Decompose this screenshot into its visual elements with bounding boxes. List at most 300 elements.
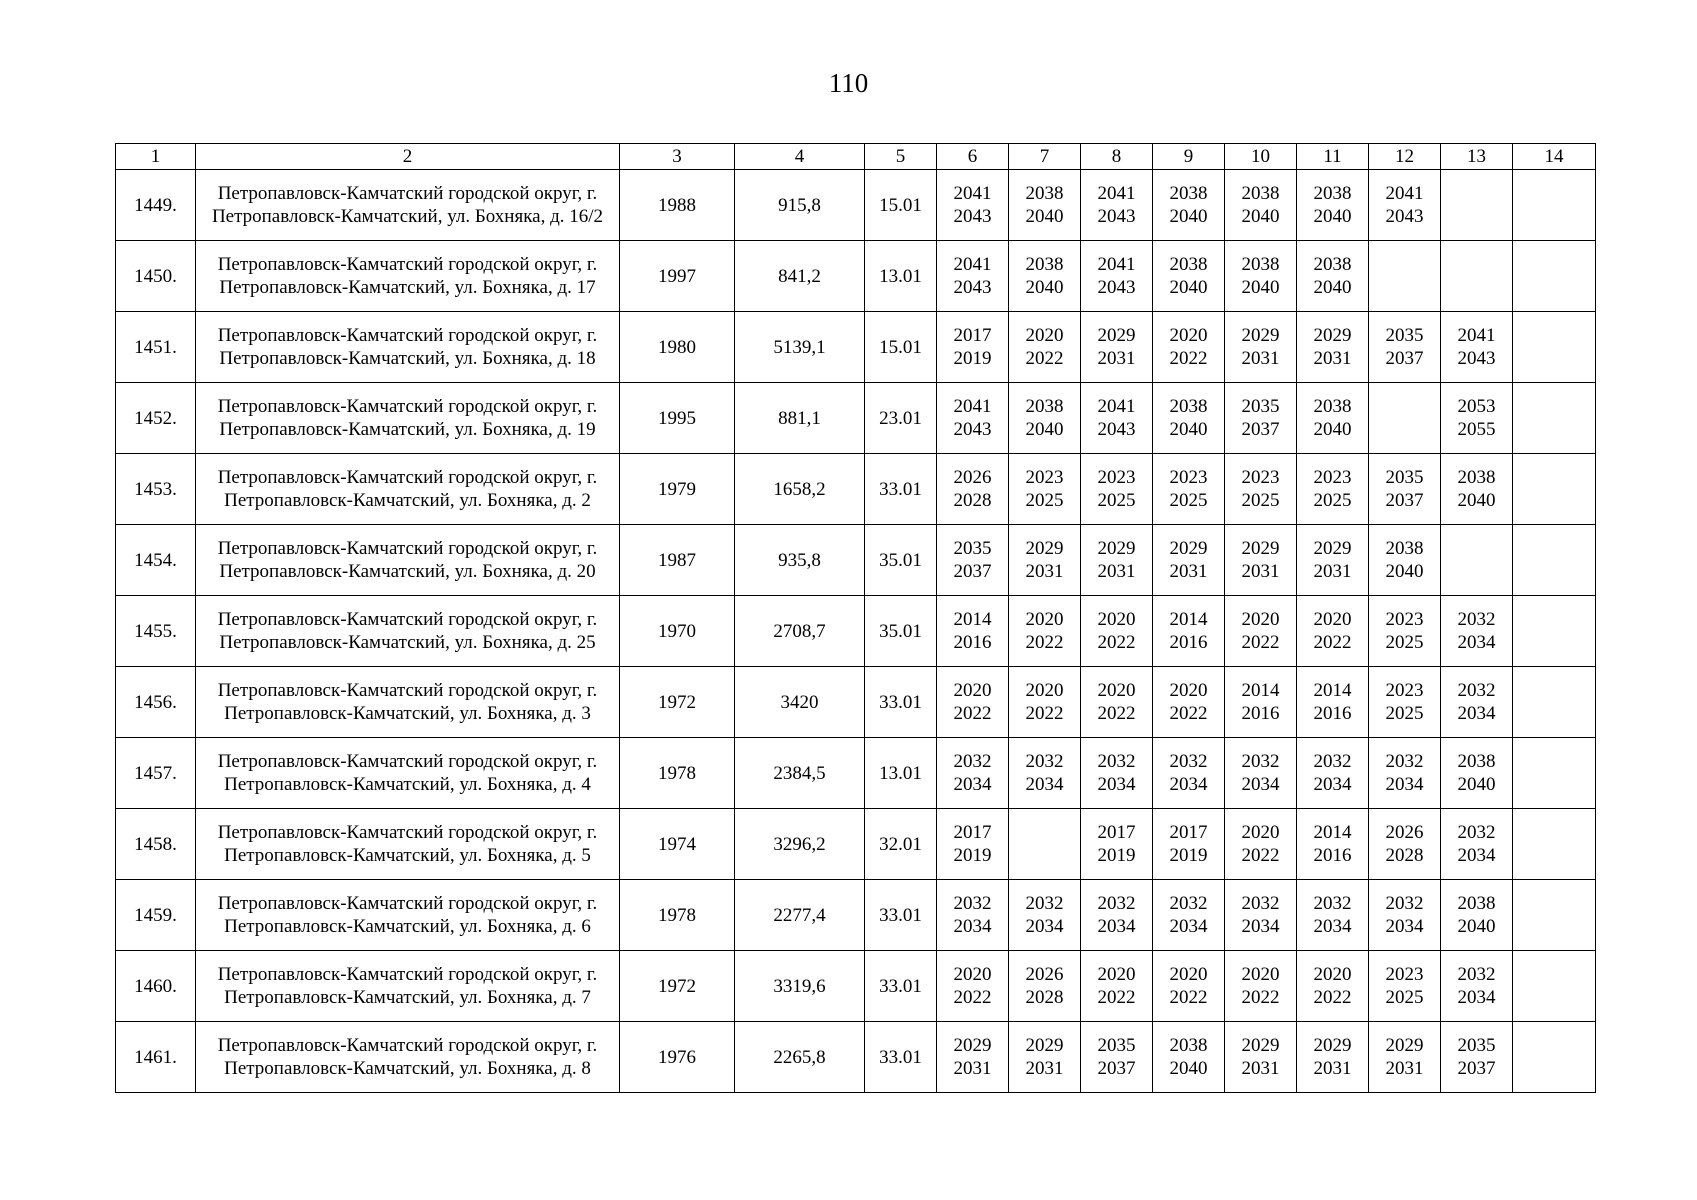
period-end: 2040: [1313, 419, 1352, 440]
period-end: 2034: [1169, 916, 1208, 937]
period-start: 2020: [1025, 680, 1064, 701]
period-end: 2043: [1097, 277, 1136, 298]
period-end: 2031: [1169, 561, 1208, 582]
period-cell-col-8: [1081, 312, 1153, 383]
period-end: 2040: [1169, 419, 1208, 440]
period-cell-col-7: [1009, 596, 1081, 667]
code-cell: 13.01: [865, 738, 937, 809]
area-cell: 1658,2: [735, 454, 865, 525]
period-end: 2022: [1025, 348, 1064, 369]
code-cell: 15.01: [865, 312, 937, 383]
year-cell: 1972: [620, 667, 735, 738]
period-cell-col-9: [1153, 241, 1225, 312]
period-start: 2026: [953, 467, 992, 488]
repair-schedule-table: [115, 143, 1596, 1093]
period-start: 2032: [1241, 751, 1280, 772]
year-cell: 1978: [620, 738, 735, 809]
period-cell-col-9: [1153, 383, 1225, 454]
period-cell-col-7: [1009, 312, 1081, 383]
period-cell-col-8: [1081, 170, 1153, 241]
period-end: 2034: [1313, 916, 1352, 937]
period-start: 2020: [1169, 964, 1208, 985]
year-cell: 1970: [620, 596, 735, 667]
period-start: 2035: [1457, 1035, 1496, 1056]
period-start: 2032: [1457, 964, 1496, 985]
column-header-2: 2: [196, 144, 620, 170]
address-cell: Петропавловск-Камчатский городской округ, г. Петропавловск-Камчатский, ул. Бохняка, д. 25: [196, 596, 620, 667]
period-end: 2043: [1457, 348, 1496, 369]
period-cell-col-11: [1297, 667, 1369, 738]
area-cell: 2384,5: [735, 738, 865, 809]
period-start: 2041: [1097, 254, 1136, 275]
column-header-12: 12: [1369, 144, 1441, 170]
table-row: [116, 667, 1596, 738]
period-end: 2022: [1025, 632, 1064, 653]
period-end: 2034: [1457, 703, 1496, 724]
period-start: 2029: [1025, 1035, 1064, 1056]
period-cell-col-10: [1225, 525, 1297, 596]
period-end: 2016: [1313, 845, 1352, 866]
period-end: 2022: [1241, 987, 1280, 1008]
code-cell: 35.01: [865, 596, 937, 667]
period-cell-col-8: [1081, 241, 1153, 312]
period-cell-col-6: [937, 667, 1009, 738]
period-end: 2040: [1025, 419, 1064, 440]
column-header-6: 6: [937, 144, 1009, 170]
area-cell: 841,2: [735, 241, 865, 312]
period-cell-col-12: [1369, 667, 1441, 738]
period-start: 2029: [1097, 538, 1136, 559]
address-cell: Петропавловск-Камчатский городской округ, г. Петропавловск-Камчатский, ул. Бохняка, д. 8: [196, 1022, 620, 1093]
period-cell-col-11: [1297, 241, 1369, 312]
code-cell: 33.01: [865, 454, 937, 525]
column-header-11: 11: [1297, 144, 1369, 170]
period-start: 2038: [1313, 183, 1352, 204]
period-start: 2041: [1457, 325, 1496, 346]
area-cell: 881,1: [735, 383, 865, 454]
period-cell-col-10: [1225, 738, 1297, 809]
period-end: 2040: [1385, 561, 1424, 582]
header-row: [116, 144, 1596, 170]
period-end: 2031: [1313, 1058, 1352, 1079]
period-end: 2025: [1241, 490, 1280, 511]
table-row: [116, 241, 1596, 312]
period-cell-col-12: [1369, 383, 1441, 454]
period-end: 2025: [1025, 490, 1064, 511]
period-start: 2014: [1169, 609, 1208, 630]
column-header-5: 5: [865, 144, 937, 170]
row-number-cell: 1454.: [116, 525, 196, 596]
period-end: 2037: [953, 561, 992, 582]
period-cell-col-12: [1369, 738, 1441, 809]
period-start: 2038: [1169, 254, 1208, 275]
column-header-4: 4: [735, 144, 865, 170]
period-cell-col-6: [937, 951, 1009, 1022]
period-start: 2032: [1169, 751, 1208, 772]
period-end: 2028: [953, 490, 992, 511]
code-cell: 23.01: [865, 383, 937, 454]
table-row: [116, 880, 1596, 951]
address-cell: Петропавловск-Камчатский городской округ, г. Петропавловск-Камчатский, ул. Бохняка, д. 7: [196, 951, 620, 1022]
period-end: 2022: [953, 703, 992, 724]
period-end: 2034: [1025, 774, 1064, 795]
period-end: 2022: [1313, 987, 1352, 1008]
period-cell-col-9: [1153, 951, 1225, 1022]
period-end: 2034: [1241, 774, 1280, 795]
period-end: 2022: [1097, 632, 1136, 653]
period-start: 2014: [1241, 680, 1280, 701]
period-start: 2020: [1169, 680, 1208, 701]
period-end: 2031: [1241, 1058, 1280, 1079]
period-cell-col-11: [1297, 170, 1369, 241]
period-start: 2026: [1385, 822, 1424, 843]
period-end: 2034: [1385, 916, 1424, 937]
period-cell-col-8: [1081, 1022, 1153, 1093]
period-start: 2041: [1385, 183, 1424, 204]
period-end: 2019: [953, 348, 992, 369]
period-start: 2020: [953, 680, 992, 701]
address-cell: Петропавловск-Камчатский городской округ, г. Петропавловск-Камчатский, ул. Бохняка, д. 5: [196, 809, 620, 880]
period-end: 2034: [953, 916, 992, 937]
period-cell-col-7: [1009, 880, 1081, 951]
period-start: 2020: [1313, 964, 1352, 985]
period-end: 2031: [1385, 1058, 1424, 1079]
period-start: 2017: [1097, 822, 1136, 843]
period-start: 2023: [1385, 609, 1424, 630]
period-start: 2041: [953, 254, 992, 275]
period-cell-col-9: [1153, 454, 1225, 525]
period-start: 2029: [1385, 1035, 1424, 1056]
period-start: 2020: [1241, 964, 1280, 985]
period-start: 2032: [1457, 680, 1496, 701]
code-cell: 33.01: [865, 1022, 937, 1093]
period-start: 2032: [1313, 751, 1352, 772]
period-end: 2025: [1385, 632, 1424, 653]
period-start: 2053: [1457, 396, 1496, 417]
period-end: 2034: [1313, 774, 1352, 795]
period-cell-col-7: [1009, 809, 1081, 880]
period-start: 2032: [1385, 751, 1424, 772]
period-end: 2016: [953, 632, 992, 653]
period-cell-col-10: [1225, 809, 1297, 880]
period-start: 2026: [1025, 964, 1064, 985]
period-start: 2020: [1025, 609, 1064, 630]
period-start: 2017: [953, 325, 992, 346]
year-cell: 1978: [620, 880, 735, 951]
period-cell-col-7: [1009, 1022, 1081, 1093]
code-cell: 33.01: [865, 667, 937, 738]
period-end: 2043: [1097, 206, 1136, 227]
period-start: 2029: [1241, 1035, 1280, 1056]
period-cell-col-6: [937, 596, 1009, 667]
year-cell: 1995: [620, 383, 735, 454]
period-end: 2043: [1097, 419, 1136, 440]
area-cell: 3420: [735, 667, 865, 738]
period-end: 2043: [953, 419, 992, 440]
period-end: 2019: [953, 845, 992, 866]
area-cell: 2265,8: [735, 1022, 865, 1093]
area-cell: 3296,2: [735, 809, 865, 880]
period-cell-col-13: [1441, 383, 1513, 454]
area-cell: 3319,6: [735, 951, 865, 1022]
period-start: 2032: [1097, 893, 1136, 914]
period-cell-col-8: [1081, 738, 1153, 809]
period-cell-col-9: [1153, 1022, 1225, 1093]
period-end: 2034: [1457, 987, 1496, 1008]
period-start: 2032: [1025, 751, 1064, 772]
period-cell-col-14: [1513, 738, 1596, 809]
period-start: 2035: [953, 538, 992, 559]
year-cell: 1974: [620, 809, 735, 880]
period-cell-col-14: [1513, 880, 1596, 951]
period-cell-col-11: [1297, 880, 1369, 951]
period-start: 2023: [1169, 467, 1208, 488]
period-end: 2016: [1169, 632, 1208, 653]
period-start: 2032: [1025, 893, 1064, 914]
code-cell: 13.01: [865, 241, 937, 312]
period-start: 2020: [1097, 964, 1136, 985]
period-end: 2037: [1241, 419, 1280, 440]
period-start: 2032: [1385, 893, 1424, 914]
period-end: 2022: [1169, 987, 1208, 1008]
row-number-cell: 1456.: [116, 667, 196, 738]
period-start: 2020: [1313, 609, 1352, 630]
period-start: 2038: [1025, 396, 1064, 417]
period-end: 2040: [1169, 206, 1208, 227]
period-start: 2032: [953, 751, 992, 772]
period-cell-col-8: [1081, 525, 1153, 596]
period-start: 2014: [1313, 822, 1352, 843]
area-cell: 5139,1: [735, 312, 865, 383]
period-cell-col-14: [1513, 241, 1596, 312]
period-cell-col-6: [937, 738, 1009, 809]
period-cell-col-13: [1441, 809, 1513, 880]
period-cell-col-14: [1513, 312, 1596, 383]
period-end: 2022: [1169, 703, 1208, 724]
table-row: [116, 1022, 1596, 1093]
area-cell: 2277,4: [735, 880, 865, 951]
period-cell-col-13: [1441, 525, 1513, 596]
period-end: 2040: [1169, 1058, 1208, 1079]
period-end: 2028: [1385, 845, 1424, 866]
period-cell-col-13: [1441, 241, 1513, 312]
area-cell: 915,8: [735, 170, 865, 241]
period-end: 2022: [1313, 632, 1352, 653]
row-number-cell: 1451.: [116, 312, 196, 383]
period-start: 2032: [1457, 822, 1496, 843]
period-cell-col-14: [1513, 667, 1596, 738]
period-end: 2016: [1241, 703, 1280, 724]
address-cell: Петропавловск-Камчатский городской округ, г. Петропавловск-Камчатский, ул. Бохняка, д. 6: [196, 880, 620, 951]
period-start: 2038: [1313, 254, 1352, 275]
period-cell-col-11: [1297, 312, 1369, 383]
table-row: [116, 738, 1596, 809]
column-header-9: 9: [1153, 144, 1225, 170]
code-cell: 35.01: [865, 525, 937, 596]
column-header-14: 14: [1513, 144, 1596, 170]
period-end: 2016: [1313, 703, 1352, 724]
period-end: 2043: [953, 277, 992, 298]
period-cell-col-6: [937, 241, 1009, 312]
period-cell-col-10: [1225, 454, 1297, 525]
period-cell-col-9: [1153, 170, 1225, 241]
period-start: 2041: [1097, 183, 1136, 204]
period-cell-col-14: [1513, 1022, 1596, 1093]
period-start: 2029: [1313, 1035, 1352, 1056]
period-end: 2031: [1241, 561, 1280, 582]
row-number-cell: 1460.: [116, 951, 196, 1022]
code-cell: 32.01: [865, 809, 937, 880]
period-start: 2020: [1241, 822, 1280, 843]
row-number-cell: 1458.: [116, 809, 196, 880]
column-header-7: 7: [1009, 144, 1081, 170]
row-number-cell: 1450.: [116, 241, 196, 312]
period-start: 2035: [1097, 1035, 1136, 1056]
period-end: 2025: [1385, 703, 1424, 724]
period-cell-col-9: [1153, 738, 1225, 809]
period-cell-col-8: [1081, 880, 1153, 951]
period-cell-col-9: [1153, 880, 1225, 951]
period-end: 2022: [1241, 845, 1280, 866]
period-start: 2038: [1457, 751, 1496, 772]
period-cell-col-10: [1225, 880, 1297, 951]
period-end: 2034: [1241, 916, 1280, 937]
period-end: 2043: [953, 206, 992, 227]
period-cell-col-14: [1513, 525, 1596, 596]
period-cell-col-11: [1297, 951, 1369, 1022]
row-number-cell: 1453.: [116, 454, 196, 525]
period-cell-col-6: [937, 170, 1009, 241]
period-cell-col-10: [1225, 951, 1297, 1022]
period-start: 2029: [1313, 538, 1352, 559]
period-start: 2041: [953, 396, 992, 417]
period-start: 2020: [1097, 609, 1136, 630]
period-cell-col-9: [1153, 596, 1225, 667]
period-cell-col-12: [1369, 880, 1441, 951]
period-cell-col-7: [1009, 170, 1081, 241]
period-cell-col-7: [1009, 454, 1081, 525]
period-cell-col-12: [1369, 454, 1441, 525]
period-start: 2038: [1313, 396, 1352, 417]
period-end: 2040: [1241, 206, 1280, 227]
period-cell-col-11: [1297, 525, 1369, 596]
period-end: 2043: [1385, 206, 1424, 227]
period-cell-col-7: [1009, 951, 1081, 1022]
address-cell: Петропавловск-Камчатский городской округ, г. Петропавловск-Камчатский, ул. Бохняка, д. 3: [196, 667, 620, 738]
period-end: 2040: [1313, 277, 1352, 298]
period-start: 2029: [1241, 538, 1280, 559]
period-cell-col-7: [1009, 667, 1081, 738]
period-cell-col-6: [937, 809, 1009, 880]
period-cell-col-10: [1225, 170, 1297, 241]
column-header-13: 13: [1441, 144, 1513, 170]
period-start: 2014: [953, 609, 992, 630]
period-start: 2020: [1025, 325, 1064, 346]
period-end: 2022: [1025, 703, 1064, 724]
period-cell-col-8: [1081, 383, 1153, 454]
period-end: 2040: [1025, 206, 1064, 227]
period-end: 2034: [1385, 774, 1424, 795]
period-start: 2032: [1313, 893, 1352, 914]
year-cell: 1980: [620, 312, 735, 383]
page-number: 110: [828, 68, 869, 98]
period-cell-col-8: [1081, 454, 1153, 525]
period-start: 2020: [1241, 609, 1280, 630]
period-start: 2023: [1313, 467, 1352, 488]
address-cell: Петропавловск-Камчатский городской округ, г. Петропавловск-Камчатский, ул. Бохняка, д. 18: [196, 312, 620, 383]
address-cell: Петропавловск-Камчатский городской округ, г. Петропавловск-Камчатский, ул. Бохняка, д. 4: [196, 738, 620, 809]
table-row: [116, 383, 1596, 454]
period-cell-col-14: [1513, 383, 1596, 454]
period-cell-col-10: [1225, 1022, 1297, 1093]
period-end: 2022: [1097, 703, 1136, 724]
period-cell-col-13: [1441, 667, 1513, 738]
period-cell-col-6: [937, 383, 1009, 454]
period-start: 2041: [1097, 396, 1136, 417]
code-cell: 33.01: [865, 880, 937, 951]
period-end: 2031: [1097, 348, 1136, 369]
period-start: 2038: [1169, 1035, 1208, 1056]
period-cell-col-11: [1297, 1022, 1369, 1093]
period-cell-col-13: [1441, 312, 1513, 383]
period-end: 2031: [1313, 561, 1352, 582]
period-cell-col-6: [937, 312, 1009, 383]
period-start: 2020: [953, 964, 992, 985]
period-cell-col-9: [1153, 312, 1225, 383]
period-end: 2022: [1169, 348, 1208, 369]
period-cell-col-14: [1513, 596, 1596, 667]
row-number-cell: 1452.: [116, 383, 196, 454]
period-end: 2034: [1097, 774, 1136, 795]
period-cell-col-12: [1369, 525, 1441, 596]
year-cell: 1972: [620, 951, 735, 1022]
period-end: 2031: [1025, 561, 1064, 582]
period-end: 2037: [1385, 490, 1424, 511]
row-number-cell: 1455.: [116, 596, 196, 667]
period-start: 2029: [1097, 325, 1136, 346]
period-start: 2023: [1241, 467, 1280, 488]
period-start: 2038: [1241, 183, 1280, 204]
period-cell-col-12: [1369, 809, 1441, 880]
year-cell: 1979: [620, 454, 735, 525]
period-cell-col-6: [937, 525, 1009, 596]
period-end: 2040: [1457, 916, 1496, 937]
period-start: 2038: [1241, 254, 1280, 275]
period-start: 2029: [1241, 325, 1280, 346]
period-start: 2023: [1385, 964, 1424, 985]
period-cell-col-7: [1009, 525, 1081, 596]
period-end: 2034: [1169, 774, 1208, 795]
table-row: [116, 170, 1596, 241]
period-cell-col-12: [1369, 312, 1441, 383]
period-end: 2025: [1097, 490, 1136, 511]
period-cell-col-8: [1081, 667, 1153, 738]
address-cell: Петропавловск-Камчатский городской округ, г. Петропавловск-Камчатский, ул. Бохняка, д. 17: [196, 241, 620, 312]
period-start: 2029: [1313, 325, 1352, 346]
period-end: 2034: [1025, 916, 1064, 937]
period-end: 2019: [1169, 845, 1208, 866]
period-cell-col-11: [1297, 738, 1369, 809]
column-header-1: 1: [116, 144, 196, 170]
period-end: 2040: [1457, 774, 1496, 795]
period-cell-col-10: [1225, 596, 1297, 667]
period-cell-col-12: [1369, 951, 1441, 1022]
period-cell-col-13: [1441, 454, 1513, 525]
table-row: [116, 454, 1596, 525]
period-start: 2038: [1457, 893, 1496, 914]
period-cell-col-12: [1369, 241, 1441, 312]
table-body: [116, 170, 1596, 1093]
